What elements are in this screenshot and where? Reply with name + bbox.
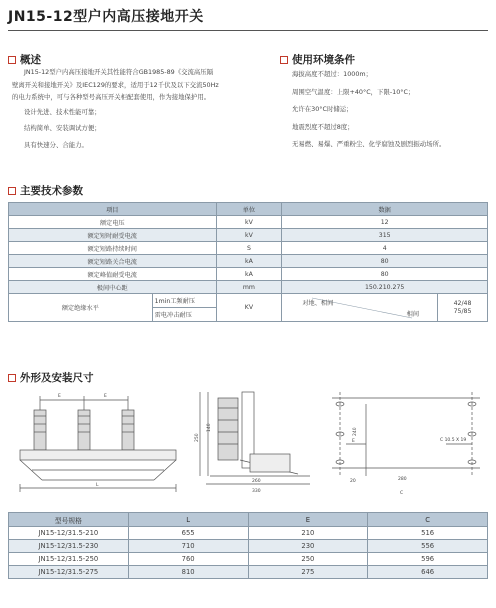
front-view-drawing	[12, 384, 184, 502]
dims-cell: 275	[248, 566, 368, 579]
specs-col-value: 数据	[282, 203, 488, 216]
spec-item: 额定短路关合电流	[9, 255, 217, 268]
spec-item: 极间中心距	[9, 281, 217, 294]
dim-label: 280	[398, 477, 407, 482]
spec-item: 额定峰值耐受电流	[9, 268, 217, 281]
dims-cell: 646	[368, 566, 488, 579]
insulation-value: 75/85	[453, 307, 472, 315]
spec-value: 315	[282, 229, 488, 242]
dims-col-model: 型号规格	[9, 513, 129, 527]
spec-unit: S	[216, 242, 282, 255]
spec-item: 额定电压	[9, 216, 217, 229]
specs-col-item: 项目	[9, 203, 217, 216]
side-view-drawing	[190, 384, 320, 502]
table-row	[9, 229, 488, 242]
specs-heading	[8, 183, 83, 198]
dims-cell: 596	[368, 553, 488, 566]
environment-item: 地震烈度不超过8度；	[292, 122, 354, 131]
dims-col-l: L	[128, 513, 248, 527]
dim-label: 20	[350, 479, 356, 484]
spec-unit: kV	[216, 216, 282, 229]
spec-value: 4	[282, 242, 488, 255]
dim-label: 140	[207, 423, 212, 432]
spec-value: 80	[282, 268, 488, 281]
insulation-unit: KV	[216, 294, 282, 322]
dim-label: 250	[195, 433, 200, 442]
environment-item: 周围空气温度：上限+40°C，下限-10°C；	[292, 87, 415, 96]
insulation-sub-impulse: 雷电冲击耐压	[152, 308, 216, 322]
spec-value: 150.210.275	[282, 281, 488, 294]
dims-cell: JN15-12/31.5-275	[9, 566, 129, 579]
spec-unit: kA	[216, 268, 282, 281]
overview-line: 结构简单、安装调试方便；	[24, 124, 101, 133]
dims-cell: JN15-12/31.5-230	[9, 540, 129, 553]
dim-label: 330	[252, 489, 261, 494]
dims-cell: 556	[368, 540, 488, 553]
overview-line: JN15-12型户内高压接地开关其性能符合GB1985-89《交流高压隔	[24, 68, 214, 76]
insulation-label: 额定绝缘水平	[9, 294, 153, 322]
insulation-value: 42/48	[453, 299, 472, 307]
overview-line: 具有快速分、合能力。	[24, 140, 88, 149]
dims-cell: 250	[248, 553, 368, 566]
environment-list	[292, 66, 492, 154]
environment-heading	[280, 52, 355, 67]
dim-label: E	[58, 394, 61, 399]
environment-item: 允许在30°C时储运；	[292, 105, 353, 114]
specs-col-unit: 单位	[216, 203, 282, 216]
table-row	[9, 540, 488, 553]
specs-heading-text: 主要技术参数	[20, 185, 83, 197]
dimensions-table	[8, 512, 488, 579]
mounting-plan-drawing	[326, 384, 486, 502]
overview-line: 壁离开关和接地开关》及IEC129的要求，适用于12千伏及以下交流50Hz	[12, 80, 219, 89]
environment-item: 海拔高度不超过：1000m；	[292, 70, 373, 78]
dims-cell: 516	[368, 527, 488, 540]
dims-cell: 710	[128, 540, 248, 553]
environment-item: 无易燃、易爆、严重粉尘、化学腐蚀及剧烈振动场所。	[292, 140, 446, 149]
overview-heading-text: 概述	[20, 54, 41, 66]
dim-label: E	[352, 439, 355, 444]
dim-label: L	[96, 483, 99, 488]
table-row	[9, 242, 488, 255]
specs-header-row	[9, 203, 488, 216]
dim-label: 260	[252, 479, 261, 484]
title-divider	[8, 30, 488, 31]
dims-cell: JN15-12/31.5-250	[9, 553, 129, 566]
overview-line: 的电力系统中，可与各种型号高压开关柜配套使用，作为接地保护用。	[12, 93, 211, 102]
spec-value: 80	[282, 255, 488, 268]
dims-cell: 810	[128, 566, 248, 579]
table-row	[9, 553, 488, 566]
dims-cell: 230	[248, 540, 368, 553]
table-row	[9, 281, 488, 294]
dim-label: C	[400, 491, 404, 496]
table-row	[9, 294, 488, 308]
dim-label: E	[104, 394, 107, 399]
spec-unit: mm	[216, 281, 282, 294]
spec-unit: kA	[216, 255, 282, 268]
section-marker-icon	[8, 187, 16, 195]
table-row	[9, 566, 488, 579]
insulation-sub-power: 1min工频耐压	[152, 294, 216, 308]
dims-cell: 210	[248, 527, 368, 540]
overview-line: 设计先进、技术性能可靠；	[24, 107, 101, 116]
specs-table	[8, 202, 488, 322]
dims-col-e: E	[248, 513, 368, 527]
dimensions-heading-text: 外形及安装尺寸	[20, 372, 94, 384]
split-bottom-label: 相间	[406, 311, 420, 318]
dimensions-heading	[8, 370, 94, 385]
overview-heading	[8, 52, 41, 67]
table-row	[9, 216, 488, 229]
dim-label: C 10.5 X 19	[440, 438, 467, 443]
insulation-split-cell	[282, 294, 438, 322]
overview-text	[12, 66, 274, 152]
page-title: JN15-12型户内高压接地开关	[8, 9, 204, 25]
dims-cell: JN15-12/31.5-210	[9, 527, 129, 540]
dims-header-row	[9, 513, 488, 527]
environment-heading-text: 使用环境条件	[292, 54, 355, 66]
dims-cell: 760	[128, 553, 248, 566]
spec-unit: kV	[216, 229, 282, 242]
table-row	[9, 527, 488, 540]
table-row	[9, 268, 488, 281]
section-marker-icon	[8, 56, 16, 64]
spec-item: 额定短时耐受电流	[9, 229, 217, 242]
section-marker-icon	[280, 56, 288, 64]
split-top-label: 对地、相间	[302, 300, 334, 307]
dim-label: 240	[353, 427, 358, 436]
table-row	[9, 255, 488, 268]
section-marker-icon	[8, 374, 16, 382]
dims-col-c: C	[368, 513, 488, 527]
spec-item: 额定短路持续时间	[9, 242, 217, 255]
dims-cell: 655	[128, 527, 248, 540]
spec-value: 12	[282, 216, 488, 229]
insulation-values	[438, 294, 488, 322]
